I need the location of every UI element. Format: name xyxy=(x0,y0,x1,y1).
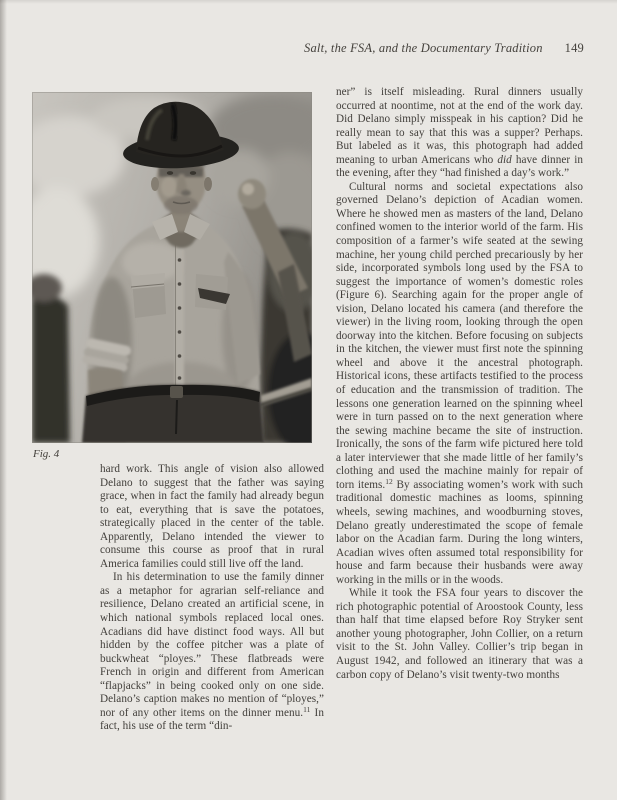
trousers xyxy=(82,385,264,443)
running-head xyxy=(304,41,584,56)
text-run: did xyxy=(497,153,512,166)
right-text-column xyxy=(336,86,583,682)
left-text-column xyxy=(100,463,324,734)
scan-edge-top xyxy=(0,0,617,4)
text-run: By associating women’s work with such traditional domestic machines as looms, spinning wheels, sewing machines, and woodburning stoves, Delano greatly underestimated the scope of female labor on the Acadian farm. During the long winters, Acadian wives often assumed total responsibility for house and farm because their husbands were away working in the mills or in the woods. xyxy=(336,478,584,586)
text-run: ner” is itself misleading. Rural dinners usually occurred at noontime, not at the end of the work day. Did Delano simply misspeak in his caption? Did he really mean to say that this was a supper? Perhaps. But labeled as it was, this photograph had added meaning to urban Americans who xyxy=(336,86,583,166)
figure-photo xyxy=(32,92,312,443)
chest-pocket-left xyxy=(131,273,166,318)
footnote-marker: 12 xyxy=(385,476,393,486)
text-run: In fact, his use of the term “din- xyxy=(100,706,324,733)
footnote-marker: 11 xyxy=(303,704,311,714)
paragraph xyxy=(100,571,324,734)
scan-edge-left xyxy=(0,0,7,800)
text-run: Cultural norms and societal expectations also governed Delano’s depiction of Acadian women. Where he showed men as masters of the land, Delano confined women to the interior world of the farm. His composition of a farmer’s wife seated at the sewing machine, her young child perched precariously by her side, incorporated symbols long used by the FSA to suggest the importance of women’s domestic roles (Figure 6). Searching again for the proper angle of vision, Delano located his camera (and therefore the viewer) in the living room, looking through the open doorway into the kitchen. Before focusing on subjects in the kitchen, the viewer must first note the spinning wheel and above it the ancestral photograph. Historical icons, these artifacts testified to the process of education and the transmission of tradition. The lessons one generation learned on the spinning wheel were in turn passed on to the next generation where the sewing machine became the site of instruction. Ironically, the sons of the farm wife pictured here told a later interviewer that she made little of her family’s clothing and used the machine mainly for repair of torn items. xyxy=(336,180,583,491)
figure-caption: Fig. 4 xyxy=(33,448,60,460)
paragraph xyxy=(336,86,583,181)
chest-pocket-right xyxy=(195,274,230,310)
text-run: In his determination to use the family dinner as a metaphor for agrarian self-reliance and resilience, Delano created an artificial scene, in which national symbols replaced local ones. Acadians did have distinct food ways. All but hidden by the coffee pitcher was a plate of buckwheat “ployes.” These flatbreads were French in origin and different from American “flapjacks” in being cooked only on one side. Delano’s caption makes no mention of “ployes,” nor of any other items on the dinner menu. xyxy=(100,571,324,719)
running-head-title: Salt, the FSA, and the Documentary Tradition xyxy=(304,41,543,55)
paragraph xyxy=(336,181,583,587)
paragraph xyxy=(100,463,324,571)
paragraph xyxy=(336,587,583,682)
belt-buckle xyxy=(170,386,183,398)
page-number: 149 xyxy=(564,41,584,55)
text-run: hard work. This angle of vision also allowed Delano to suggest that the father was saying grace, when in fact the family had already begun to eat, everything that is save the potatoes, strategically placed in the center of the table. Apparently, Delano intended the viewer to consume this course as proof that in rural America families could still live off the land. xyxy=(100,463,324,570)
text-run: While it took the FSA four years to discover the rich photographic potential of Aroostook County, less than half that time elapsed before Roy Stryker sent another young photographer, John Collier, on a return visit to the St. John Valley. Collier’s trip began in August 1942, and followed an itinerary that was a carbon copy of Delano’s visit twenty-two months xyxy=(336,587,583,681)
text-run: have dinner in the evening, after they “had finished a day’s work.” xyxy=(336,153,583,180)
